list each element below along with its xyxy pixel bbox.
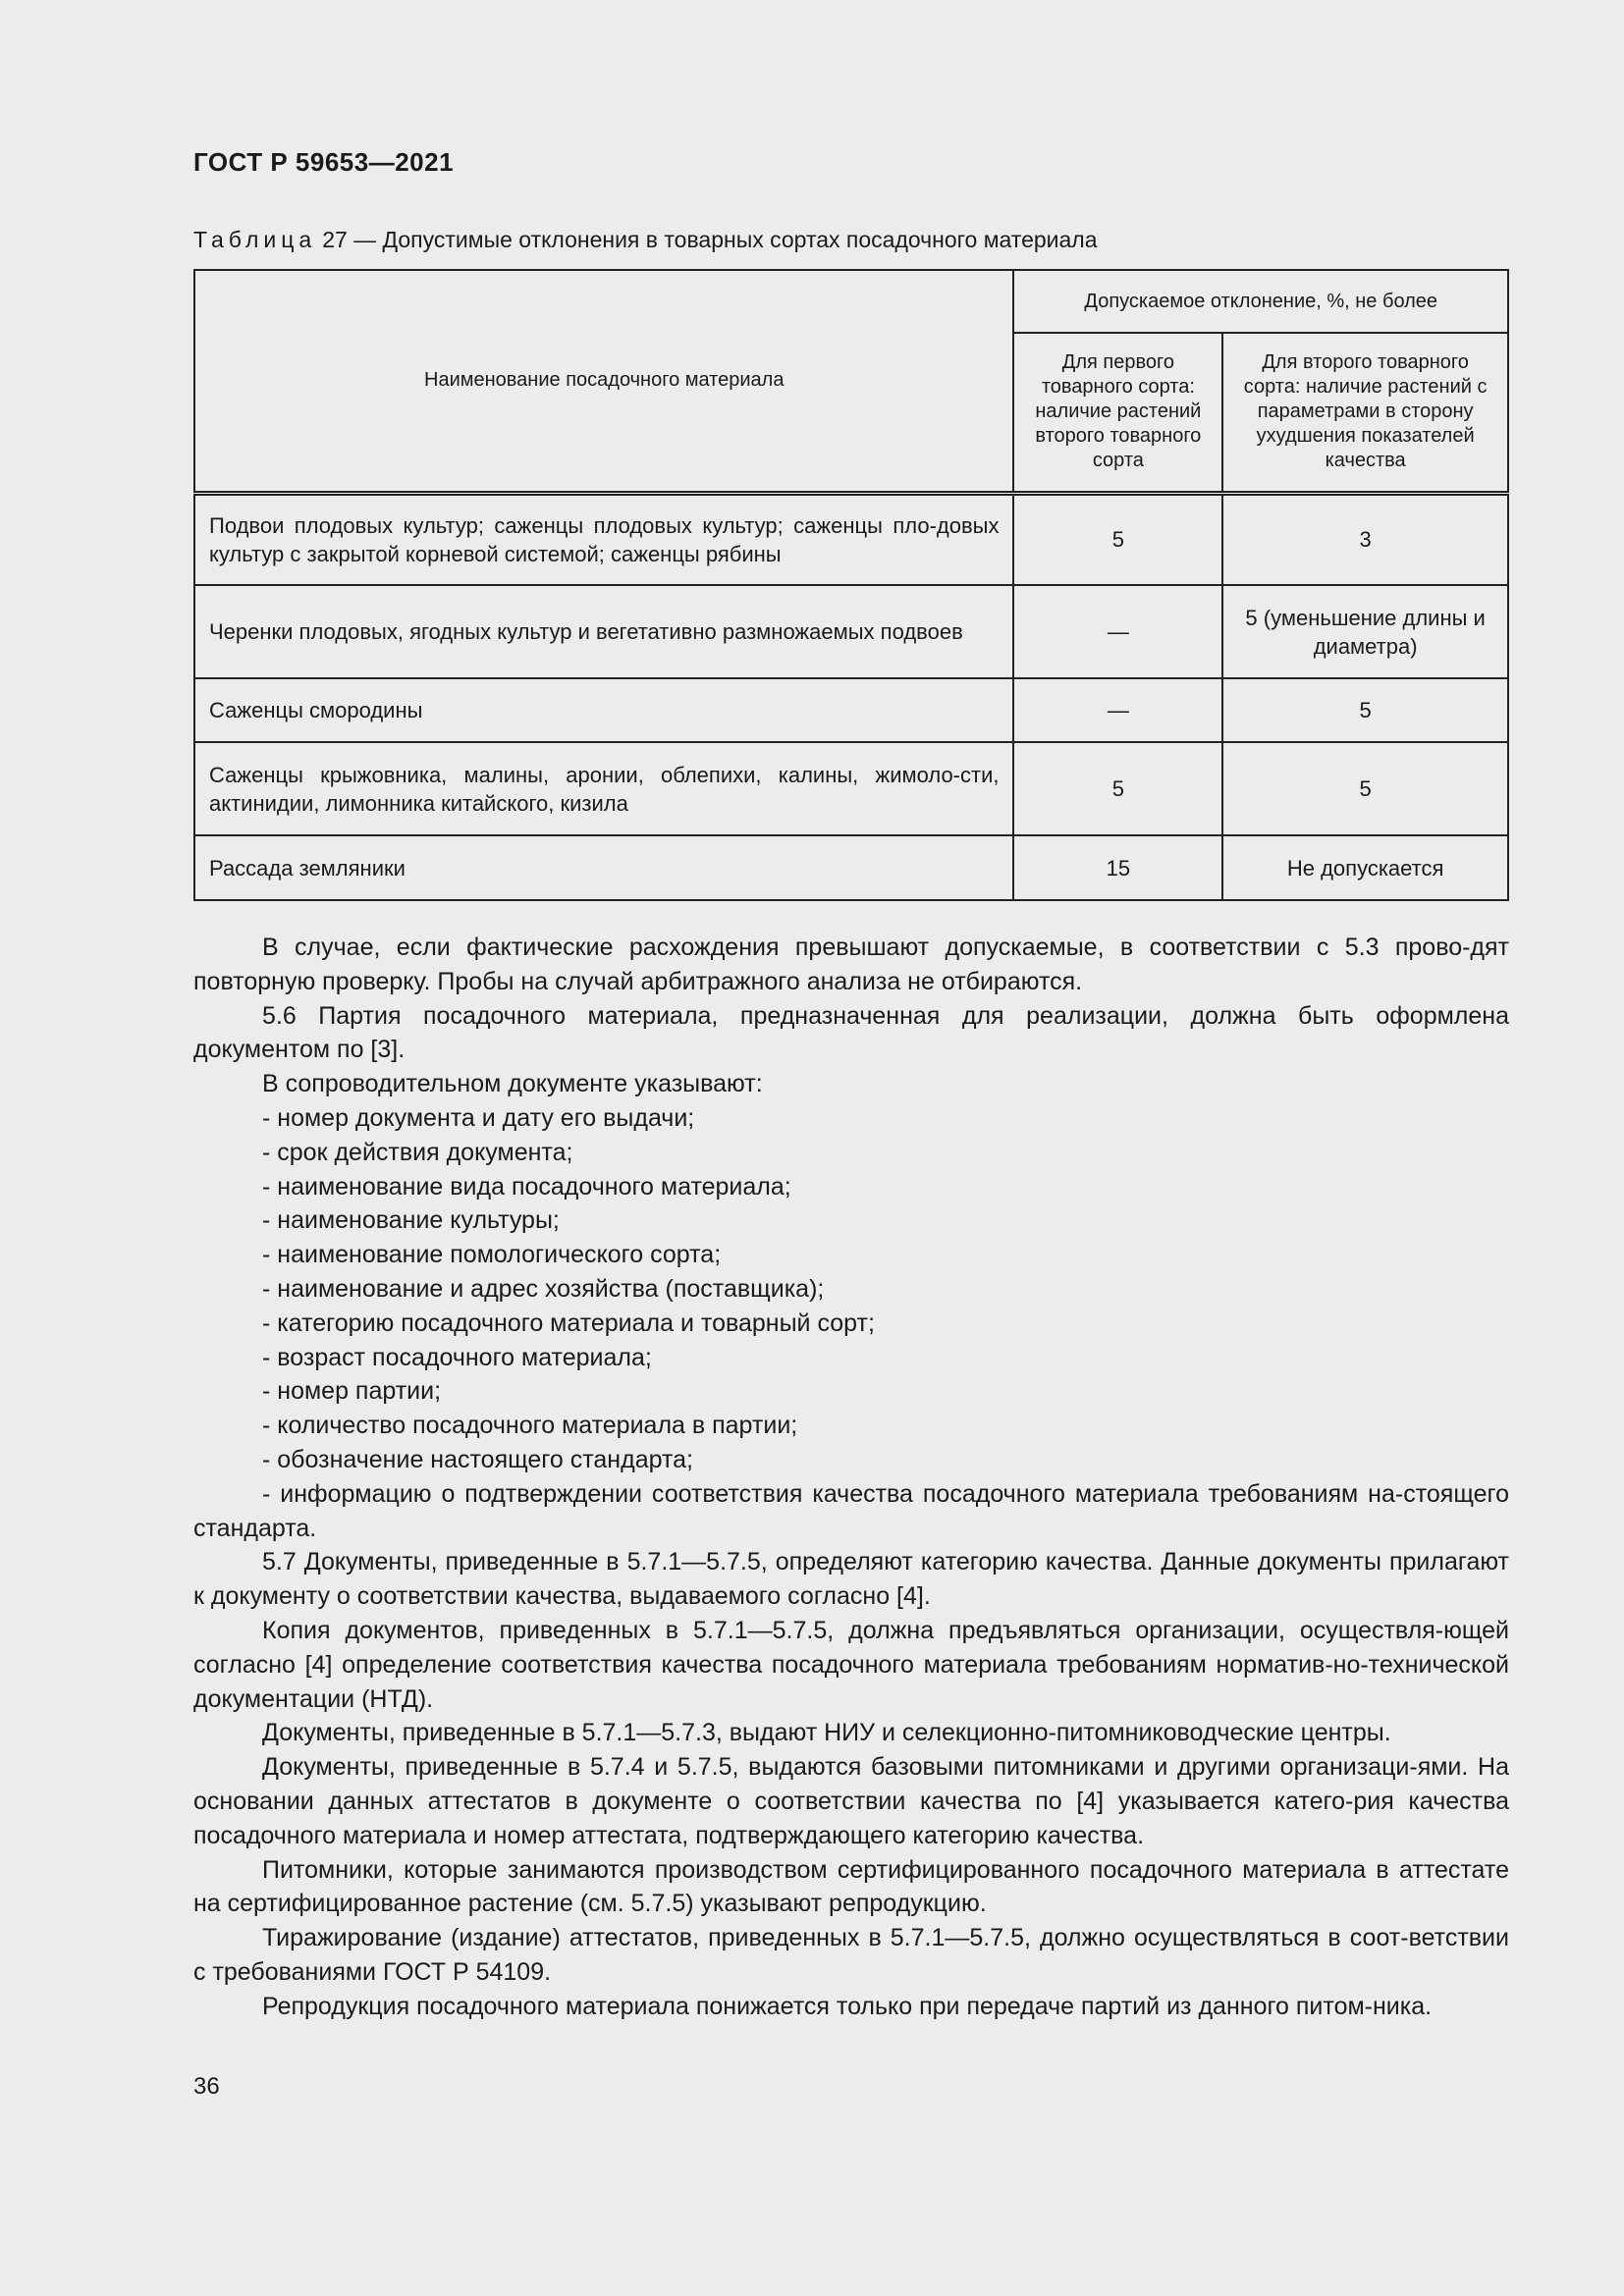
row-value1-cell: 5	[1013, 742, 1222, 835]
list-item: - обозначение настоящего стандарта;	[262, 1445, 693, 1473]
header-group-cell: Допускаемое отклонение, %, не более	[1013, 270, 1508, 333]
paragraph: Документы, приведенные в 5.7.4 и 5.7.5, выдаются базовыми питомниками и другими организаци-ями. На основании данных аттестатов в документе о соответствии качества по [4] указывается катего-рия качества посадочного материала и номер аттестата, подтверждающего категорию качества.	[193, 1753, 1509, 1849]
header-col2-cell: Для второго товарного сорта: наличие растений с параметрами в сторону ухудшения показателей качества	[1222, 333, 1508, 493]
list-item: - категорию посадочного материала и товарный сорт;	[262, 1308, 875, 1337]
list-item: - наименование культуры;	[262, 1206, 560, 1235]
row-value2-cell: 5 (уменьшение длины и диаметра)	[1222, 585, 1508, 678]
row-value2-cell: 5	[1222, 678, 1508, 742]
row-value2-cell: 5	[1222, 742, 1508, 835]
page-number: 36	[193, 2073, 220, 2100]
deviation-table	[193, 269, 1509, 901]
row-name-cell: Саженцы крыжовника, малины, аронии, облепихи, калины, жимоло-сти, актинидии, лимонника китайского, кизила	[194, 742, 1013, 835]
table-row	[194, 678, 1508, 742]
row-name-cell: Черенки плодовых, ягодных культур и вегетативно размножаемых подвоев	[194, 585, 1013, 678]
paragraph: 5.6 Партия посадочного материала, предназначенная для реализации, должна быть оформлена документом по [3].	[193, 1001, 1509, 1064]
row-name-cell: Саженцы смородины	[194, 678, 1013, 742]
table-row	[194, 835, 1508, 900]
table-row	[194, 585, 1508, 678]
paragraph: Документы, приведенные в 5.7.1—5.7.3, выдают НИУ и селекционно-питомниководческие центры.	[262, 1719, 1391, 1747]
row-value2-cell: Не допускается	[1222, 835, 1508, 900]
row-value1-cell: 5	[1013, 493, 1222, 585]
list-item: - номер партии;	[262, 1377, 442, 1406]
table-row	[194, 742, 1508, 835]
list-item: - наименование вида посадочного материала;	[262, 1172, 791, 1201]
paragraph: В сопроводительном документе указывают:	[262, 1070, 763, 1098]
row-value1-cell: —	[1013, 585, 1222, 678]
standard-code: ГОСТ Р 59653—2021	[193, 147, 455, 177]
row-value1-cell: 15	[1013, 835, 1222, 900]
list-item: - срок действия документа;	[262, 1138, 573, 1166]
paragraph: Копия документов, приведенных в 5.7.1—5.7.5, должна предъявляться организации, осуществля-ющей согласно [4] определение соответствия качества посадочного материала требованиям норматив-но-технической документации (НТД).	[193, 1616, 1509, 1713]
row-value2-cell: 3	[1222, 493, 1508, 585]
table-caption-word: Таблица	[193, 227, 317, 252]
row-name-cell: Подвои плодовых культур; саженцы плодовых культур; саженцы пло-довых культур с закрытой корневой системой; саженцы рябины	[194, 493, 1013, 585]
header-col1-cell: Для первого товарного сорта: наличие растений второго товарного сорта	[1013, 333, 1222, 493]
body-text	[193, 931, 1509, 2024]
paragraph: Тиражирование (издание) аттестатов, приведенных в 5.7.1—5.7.5, должно осуществляться в соот-ветствии с требованиями ГОСТ Р 54109.	[193, 1924, 1509, 1986]
paragraph: 5.7 Документы, приведенные в 5.7.1—5.7.5, определяют категорию качества. Данные документы прилагают к документу о соответствии качества, выдаваемого согласно [4].	[193, 1548, 1509, 1611]
table-caption	[193, 227, 1098, 253]
row-value1-cell: —	[1013, 678, 1222, 742]
table-caption-text: 27 — Допустимые отклонения в товарных сортах посадочного материала	[322, 227, 1098, 252]
table-row	[194, 493, 1508, 585]
list-item: - наименование и адрес хозяйства (поставщика);	[262, 1274, 825, 1303]
list-item: - количество посадочного материала в партии;	[262, 1412, 798, 1440]
list-item-last: - информацию о подтверждении соответствия качества посадочного материала требованиям на-стоящего стандарта.	[193, 1479, 1509, 1542]
list-item: - возраст посадочного материала;	[262, 1343, 652, 1371]
row-name-cell: Рассада земляники	[194, 835, 1013, 900]
paragraph: Питомники, которые занимаются производством сертифицированного посадочного материала в аттестате на сертифицированное растение (см. 5.7.5) указывают репродукцию.	[193, 1855, 1509, 1918]
list-item: - наименование помологического сорта;	[262, 1241, 722, 1269]
paragraph: Репродукция посадочного материала понижается только при передаче партий из данного питом-ника.	[262, 1992, 1433, 2020]
list-item: - номер документа и дату его выдачи;	[262, 1103, 695, 1132]
header-name-cell: Наименование посадочного материала	[194, 270, 1013, 493]
paragraph: В случае, если фактические расхождения превышают допускаемые, в соответствии с 5.3 прово-дят повторную проверку. Пробы на случай арбитражного анализа не отбираются.	[193, 934, 1509, 995]
